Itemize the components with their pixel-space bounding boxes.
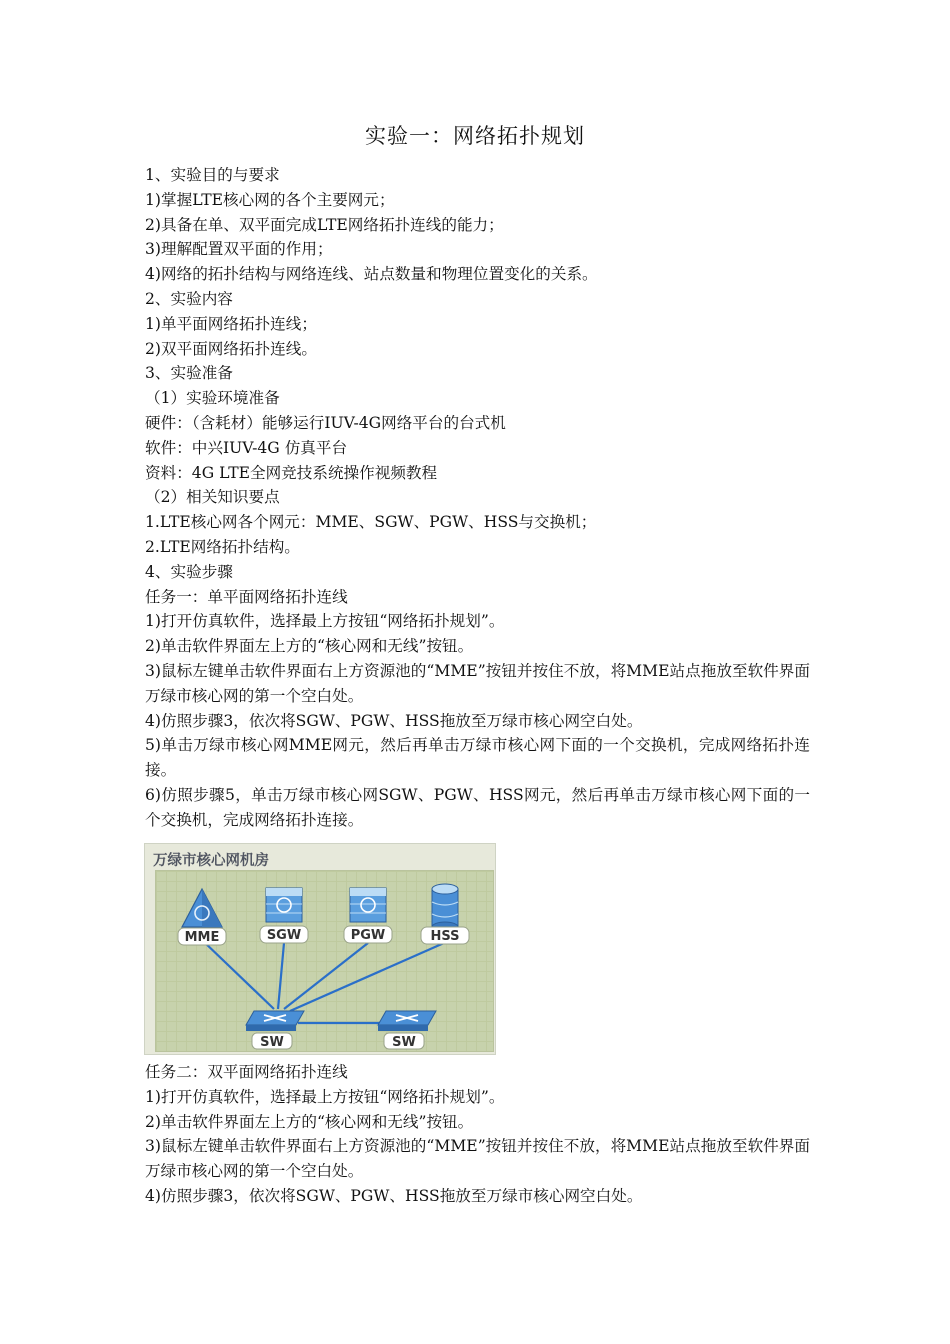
- pgw-icon: [344, 888, 392, 943]
- sgw-icon: [260, 888, 308, 943]
- mme-icon: [178, 889, 226, 945]
- node-label: SGW: [266, 928, 302, 943]
- switch-icon: [246, 1011, 304, 1050]
- paragraph-line: 2)具备在单、双平面完成LTE网络拓扑连线的能力；: [145, 215, 504, 234]
- paragraph-line: 5)单击万绿市核心网MME网元，然后再单击万绿市核心网下面的一个交换机，完成网络拓扑连接。: [145, 736, 810, 780]
- paragraph-line: 硬件：（含耗材）能够运行IUV-4G网络平台的台式机: [145, 413, 506, 432]
- paragraph-line: 2)双平面网络拓扑连线。: [145, 339, 317, 358]
- heading-content: 2、实验内容: [145, 289, 233, 308]
- figure-title: 万绿市核心网机房: [153, 853, 269, 869]
- hss-database-icon: [421, 884, 469, 944]
- paragraph-line: 1.LTE核心网各个网元：MME、SGW、PGW、HSS与交换机；: [145, 513, 597, 532]
- paragraph-line: 6)仿照步骤5，单击万绿市核心网SGW、PGW、HSS网元，然后再单击万绿市核心网下面的一个交换机，完成网络拓扑连接。: [145, 785, 810, 829]
- paragraph-line: 3)鼠标左键单击软件界面右上方资源池的“MME”按钮并按住不放，将MME站点拖放至软件界面万绿市核心网的第一个空白处。: [145, 1137, 810, 1181]
- node-label: PGW: [350, 928, 386, 943]
- heading-steps: 4、实验步骤: [145, 562, 233, 581]
- paragraph-line: 2)单击软件界面左上方的“核心网和无线”按钮。: [145, 637, 474, 656]
- page-title: 实验一：网络拓扑规划: [365, 124, 585, 148]
- node-label: SW: [260, 1035, 284, 1050]
- text-section-2: [145, 1060, 810, 1209]
- link-pgw-sw: [284, 943, 368, 1009]
- node-label: SW: [392, 1035, 416, 1050]
- link-sgw-sw: [278, 943, 284, 1009]
- task-two-heading: 任务二：双平面网络拓扑连线: [145, 1063, 348, 1081]
- switch-icon: [378, 1011, 436, 1050]
- node-label: HSS: [430, 929, 460, 944]
- paragraph-line: 1)打开仿真软件，选择最上方按钮“网络拓扑规划”。: [145, 612, 505, 631]
- task-one-heading: 任务一：单平面网络拓扑连线: [145, 587, 348, 606]
- paragraph-line: 3)鼠标左键单击软件界面右上方资源池的“MME”按钮并按住不放，将MME站点拖放至软件界面万绿市核心网的第一个空白处。: [145, 661, 810, 705]
- paragraph-line: 1)打开仿真软件，选择最上方按钮“网络拓扑规划”。: [145, 1087, 505, 1106]
- paragraph-line: 4)仿照步骤3，依次将SGW、PGW、HSS拖放至万绿市核心网空白处。: [145, 711, 643, 730]
- subheading-environment: （1）实验环境准备: [145, 389, 280, 408]
- heading-objectives: 1、实验目的与要求: [145, 166, 280, 184]
- topology-diagram: [156, 871, 493, 1051]
- paragraph-line: 1)掌握LTE核心网的各个主要网元；: [145, 190, 395, 209]
- subheading-knowledge: （2）相关知识要点: [145, 488, 280, 507]
- paragraph-line: 2.LTE网络拓扑结构。: [145, 537, 300, 556]
- paragraph-line: 4)仿照步骤3，依次将SGW、PGW、HSS拖放至万绿市核心网空白处。: [145, 1186, 643, 1205]
- node-label: MME: [184, 930, 220, 945]
- text-section-1: [145, 163, 810, 833]
- heading-preparation: 3、实验准备: [145, 364, 233, 383]
- paragraph-line: 4)网络的拓扑结构与网络连线、站点数量和物理位置变化的关系。: [145, 265, 598, 284]
- paragraph-line: 1)单平面网络拓扑连线；: [145, 314, 317, 333]
- paragraph-line: 2)单击软件界面左上方的“核心网和无线”按钮。: [145, 1112, 474, 1131]
- link-hss-sw: [290, 943, 444, 1011]
- link-mme-sw: [202, 940, 274, 1009]
- paragraph-line: 软件：中兴IUV-4G 仿真平台: [145, 438, 348, 457]
- topology-canvas: [155, 870, 494, 1052]
- paragraph-line: 资料：4G LTE全网竞技系统操作视频教程: [145, 463, 438, 482]
- paragraph-line: 3)理解配置双平面的作用；: [145, 240, 333, 259]
- topology-screenshot: [144, 843, 496, 1055]
